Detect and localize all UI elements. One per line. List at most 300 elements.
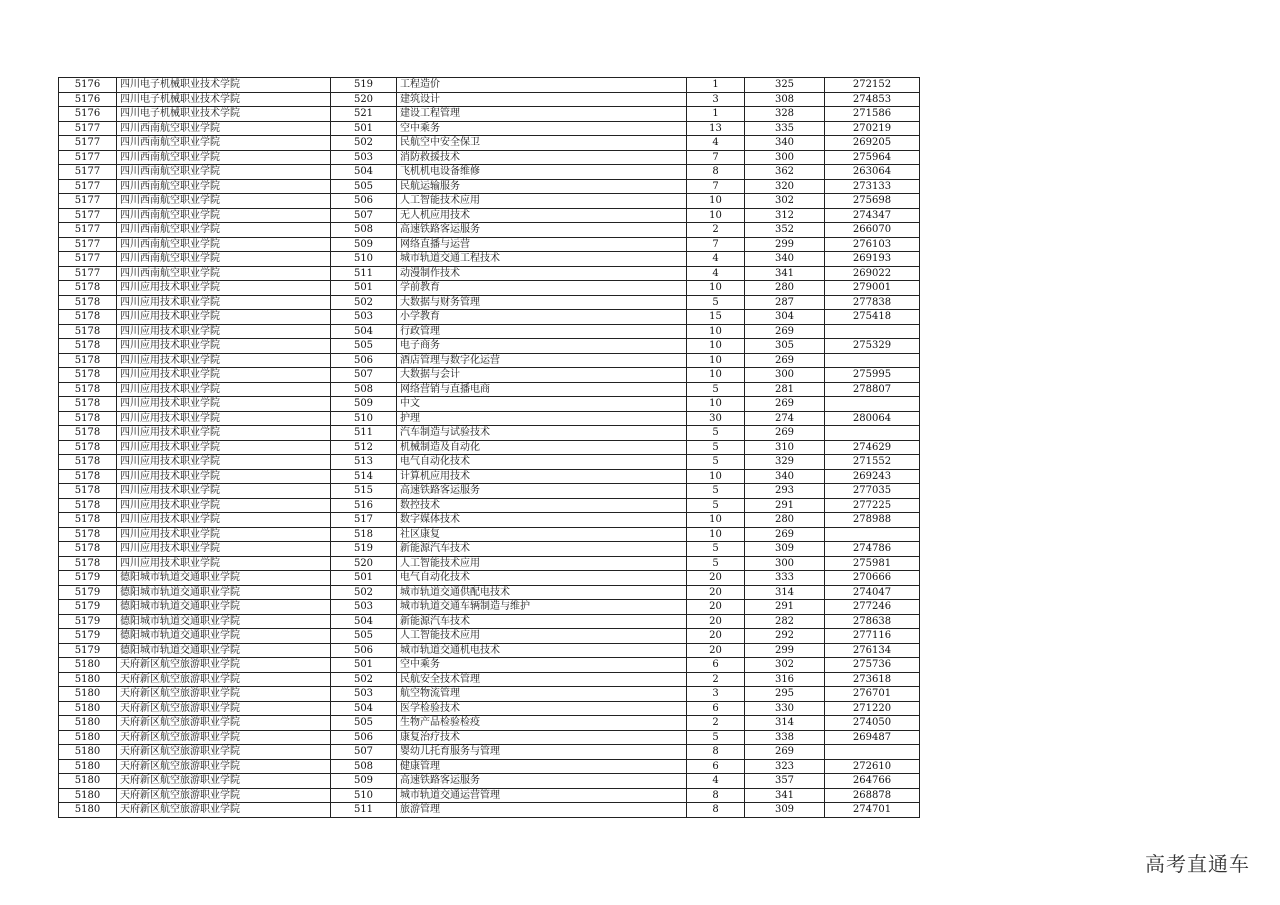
table-row (59, 237, 920, 252)
major-code-cell: 506 (331, 194, 397, 209)
school-name-cell: 四川应用技术职业学院 (117, 440, 331, 455)
school-name-cell: 天府新区航空旅游职业学院 (117, 745, 331, 760)
school-code-cell: 5180 (59, 759, 117, 774)
major-code-cell: 502 (331, 295, 397, 310)
min-rank-cell: 278988 (825, 513, 920, 528)
plan-count-cell: 20 (687, 600, 745, 615)
min-score-cell: 280 (745, 513, 825, 528)
school-name-cell: 天府新区航空旅游职业学院 (117, 803, 331, 818)
min-rank-cell: 268878 (825, 788, 920, 803)
plan-count-cell: 4 (687, 774, 745, 789)
plan-count-cell: 3 (687, 687, 745, 702)
major-name-cell: 健康管理 (397, 759, 687, 774)
major-code-cell: 513 (331, 455, 397, 470)
school-code-cell: 5177 (59, 252, 117, 267)
school-code-cell: 5180 (59, 672, 117, 687)
min-score-cell: 335 (745, 121, 825, 136)
plan-count-cell: 30 (687, 411, 745, 426)
school-code-cell: 5180 (59, 658, 117, 673)
min-score-cell: 309 (745, 803, 825, 818)
table-row (59, 600, 920, 615)
min-rank-cell: 266070 (825, 223, 920, 238)
min-score-cell: 269 (745, 426, 825, 441)
major-code-cell: 511 (331, 266, 397, 281)
min-score-cell: 293 (745, 484, 825, 499)
table-row (59, 266, 920, 281)
table-row (59, 585, 920, 600)
min-rank-cell: 269205 (825, 136, 920, 151)
major-code-cell: 510 (331, 788, 397, 803)
school-code-cell: 5178 (59, 397, 117, 412)
major-code-cell: 505 (331, 716, 397, 731)
school-code-cell: 5178 (59, 411, 117, 426)
major-code-cell: 504 (331, 324, 397, 339)
min-score-cell: 316 (745, 672, 825, 687)
min-score-cell: 325 (745, 78, 825, 93)
plan-count-cell: 4 (687, 136, 745, 151)
school-code-cell: 5177 (59, 179, 117, 194)
table-row (59, 368, 920, 383)
table-row (59, 527, 920, 542)
plan-count-cell: 5 (687, 426, 745, 441)
school-code-cell: 5177 (59, 237, 117, 252)
school-name-cell: 四川应用技术职业学院 (117, 484, 331, 499)
min-score-cell: 281 (745, 382, 825, 397)
plan-count-cell: 5 (687, 455, 745, 470)
major-name-cell: 无人机应用技术 (397, 208, 687, 223)
min-score-cell: 340 (745, 469, 825, 484)
plan-count-cell: 4 (687, 252, 745, 267)
major-name-cell: 康复治疗技术 (397, 730, 687, 745)
min-rank-cell: 264766 (825, 774, 920, 789)
major-name-cell: 人工智能技术应用 (397, 194, 687, 209)
min-score-cell: 300 (745, 556, 825, 571)
min-score-cell: 340 (745, 136, 825, 151)
school-code-cell: 5180 (59, 774, 117, 789)
table-row (59, 165, 920, 180)
table-row (59, 455, 920, 470)
major-name-cell: 民航安全技术管理 (397, 672, 687, 687)
major-name-cell: 人工智能技术应用 (397, 629, 687, 644)
table-row (59, 179, 920, 194)
plan-count-cell: 1 (687, 107, 745, 122)
plan-count-cell: 10 (687, 208, 745, 223)
plan-count-cell: 20 (687, 614, 745, 629)
major-code-cell: 503 (331, 600, 397, 615)
min-rank-cell: 274047 (825, 585, 920, 600)
min-score-cell: 291 (745, 498, 825, 513)
min-score-cell: 352 (745, 223, 825, 238)
major-code-cell: 502 (331, 672, 397, 687)
plan-count-cell: 10 (687, 281, 745, 296)
school-code-cell: 5180 (59, 687, 117, 702)
major-name-cell: 城市轨道交通机电技术 (397, 643, 687, 658)
school-code-cell: 5180 (59, 803, 117, 818)
school-name-cell: 四川应用技术职业学院 (117, 397, 331, 412)
table-row (59, 78, 920, 93)
school-code-cell: 5179 (59, 643, 117, 658)
school-name-cell: 德阳城市轨道交通职业学院 (117, 629, 331, 644)
major-name-cell: 新能源汽车技术 (397, 542, 687, 557)
table-row (59, 803, 920, 818)
min-rank-cell: 271552 (825, 455, 920, 470)
plan-count-cell: 6 (687, 701, 745, 716)
major-code-cell: 521 (331, 107, 397, 122)
major-name-cell: 网络直播与运营 (397, 237, 687, 252)
school-name-cell: 德阳城市轨道交通职业学院 (117, 571, 331, 586)
major-name-cell: 建筑设计 (397, 92, 687, 107)
min-score-cell: 292 (745, 629, 825, 644)
school-code-cell: 5178 (59, 281, 117, 296)
table-row (59, 223, 920, 238)
major-name-cell: 行政管理 (397, 324, 687, 339)
min-rank-cell: 274629 (825, 440, 920, 455)
min-rank-cell: 274786 (825, 542, 920, 557)
table-row (59, 310, 920, 325)
major-code-cell: 503 (331, 687, 397, 702)
school-name-cell: 四川西南航空职业学院 (117, 208, 331, 223)
table-row (59, 556, 920, 571)
major-code-cell: 501 (331, 121, 397, 136)
major-name-cell: 空中乘务 (397, 658, 687, 673)
table-row (59, 440, 920, 455)
min-score-cell: 310 (745, 440, 825, 455)
table-row (59, 252, 920, 267)
min-score-cell: 340 (745, 252, 825, 267)
table-row (59, 107, 920, 122)
table-row (59, 295, 920, 310)
min-rank-cell: 275329 (825, 339, 920, 354)
major-name-cell: 电气自动化技术 (397, 455, 687, 470)
table-row (59, 701, 920, 716)
school-name-cell: 天府新区航空旅游职业学院 (117, 774, 331, 789)
major-name-cell: 城市轨道交通运营管理 (397, 788, 687, 803)
major-name-cell: 数字媒体技术 (397, 513, 687, 528)
table-row (59, 643, 920, 658)
plan-count-cell: 20 (687, 585, 745, 600)
min-rank-cell: 270219 (825, 121, 920, 136)
school-name-cell: 四川西南航空职业学院 (117, 121, 331, 136)
min-rank-cell: 270666 (825, 571, 920, 586)
school-code-cell: 5177 (59, 266, 117, 281)
plan-count-cell: 10 (687, 513, 745, 528)
school-name-cell: 四川应用技术职业学院 (117, 455, 331, 470)
min-rank-cell: 277838 (825, 295, 920, 310)
table-row (59, 513, 920, 528)
plan-count-cell: 5 (687, 542, 745, 557)
min-score-cell: 299 (745, 237, 825, 252)
min-rank-cell: 276134 (825, 643, 920, 658)
major-code-cell: 509 (331, 237, 397, 252)
major-code-cell: 519 (331, 78, 397, 93)
school-name-cell: 天府新区航空旅游职业学院 (117, 658, 331, 673)
major-code-cell: 511 (331, 803, 397, 818)
major-code-cell: 514 (331, 469, 397, 484)
major-code-cell: 520 (331, 556, 397, 571)
school-code-cell: 5179 (59, 629, 117, 644)
min-rank-cell: 277225 (825, 498, 920, 513)
major-code-cell: 507 (331, 745, 397, 760)
major-name-cell: 电子商务 (397, 339, 687, 354)
plan-count-cell: 10 (687, 527, 745, 542)
school-code-cell: 5178 (59, 353, 117, 368)
min-rank-cell (825, 426, 920, 441)
major-name-cell: 工程造价 (397, 78, 687, 93)
major-name-cell: 航空物流管理 (397, 687, 687, 702)
school-code-cell: 5178 (59, 310, 117, 325)
school-name-cell: 四川西南航空职业学院 (117, 194, 331, 209)
plan-count-cell: 15 (687, 310, 745, 325)
school-code-cell: 5178 (59, 556, 117, 571)
major-name-cell: 城市轨道交通车辆制造与维护 (397, 600, 687, 615)
major-name-cell: 人工智能技术应用 (397, 556, 687, 571)
major-code-cell: 518 (331, 527, 397, 542)
min-score-cell: 314 (745, 716, 825, 731)
min-rank-cell: 274050 (825, 716, 920, 731)
major-code-cell: 501 (331, 658, 397, 673)
min-rank-cell: 272610 (825, 759, 920, 774)
major-code-cell: 505 (331, 339, 397, 354)
school-code-cell: 5179 (59, 614, 117, 629)
major-code-cell: 506 (331, 730, 397, 745)
school-name-cell: 四川电子机械职业技术学院 (117, 78, 331, 93)
major-name-cell: 城市轨道交通供配电技术 (397, 585, 687, 600)
table-row (59, 788, 920, 803)
major-code-cell: 502 (331, 585, 397, 600)
min-rank-cell: 272152 (825, 78, 920, 93)
major-name-cell: 汽车制造与试验技术 (397, 426, 687, 441)
major-code-cell: 501 (331, 281, 397, 296)
min-score-cell: 304 (745, 310, 825, 325)
major-name-cell: 民航运输服务 (397, 179, 687, 194)
school-name-cell: 天府新区航空旅游职业学院 (117, 730, 331, 745)
plan-count-cell: 10 (687, 397, 745, 412)
min-score-cell: 338 (745, 730, 825, 745)
major-name-cell: 飞机机电设备维修 (397, 165, 687, 180)
table-row (59, 687, 920, 702)
school-name-cell: 四川西南航空职业学院 (117, 252, 331, 267)
school-name-cell: 四川应用技术职业学院 (117, 310, 331, 325)
school-code-cell: 5178 (59, 455, 117, 470)
plan-count-cell: 8 (687, 788, 745, 803)
plan-count-cell: 4 (687, 266, 745, 281)
school-name-cell: 四川应用技术职业学院 (117, 527, 331, 542)
school-code-cell: 5178 (59, 542, 117, 557)
min-rank-cell: 275418 (825, 310, 920, 325)
major-name-cell: 生物产品检验检疫 (397, 716, 687, 731)
table-row (59, 121, 920, 136)
min-score-cell: 302 (745, 194, 825, 209)
min-rank-cell: 274701 (825, 803, 920, 818)
min-score-cell: 305 (745, 339, 825, 354)
major-name-cell: 新能源汽车技术 (397, 614, 687, 629)
major-name-cell: 学前教育 (397, 281, 687, 296)
school-name-cell: 四川应用技术职业学院 (117, 469, 331, 484)
school-name-cell: 德阳城市轨道交通职业学院 (117, 643, 331, 658)
min-score-cell: 274 (745, 411, 825, 426)
min-score-cell: 314 (745, 585, 825, 600)
min-score-cell: 341 (745, 266, 825, 281)
table-row (59, 150, 920, 165)
min-score-cell: 328 (745, 107, 825, 122)
min-rank-cell: 277116 (825, 629, 920, 644)
min-score-cell: 312 (745, 208, 825, 223)
school-name-cell: 天府新区航空旅游职业学院 (117, 716, 331, 731)
school-name-cell: 四川西南航空职业学院 (117, 223, 331, 238)
major-name-cell: 电气自动化技术 (397, 571, 687, 586)
major-code-cell: 505 (331, 629, 397, 644)
plan-count-cell: 5 (687, 382, 745, 397)
table-row (59, 629, 920, 644)
school-name-cell: 四川应用技术职业学院 (117, 426, 331, 441)
major-code-cell: 505 (331, 179, 397, 194)
watermark-text: 高考直通车 (1145, 852, 1250, 876)
table-row (59, 672, 920, 687)
table-row (59, 759, 920, 774)
major-code-cell: 507 (331, 208, 397, 223)
major-code-cell: 520 (331, 92, 397, 107)
school-code-cell: 5177 (59, 150, 117, 165)
school-name-cell: 四川应用技术职业学院 (117, 295, 331, 310)
school-code-cell: 5180 (59, 730, 117, 745)
min-rank-cell: 275981 (825, 556, 920, 571)
major-name-cell: 婴幼儿托育服务与管理 (397, 745, 687, 760)
table-row (59, 571, 920, 586)
major-name-cell: 大数据与会计 (397, 368, 687, 383)
plan-count-cell: 10 (687, 469, 745, 484)
major-code-cell: 516 (331, 498, 397, 513)
school-code-cell: 5176 (59, 78, 117, 93)
major-code-cell: 510 (331, 252, 397, 267)
min-rank-cell: 269022 (825, 266, 920, 281)
min-score-cell: 300 (745, 150, 825, 165)
min-rank-cell: 277035 (825, 484, 920, 499)
min-score-cell: 291 (745, 600, 825, 615)
table-row (59, 658, 920, 673)
plan-count-cell: 5 (687, 730, 745, 745)
min-score-cell: 341 (745, 788, 825, 803)
plan-count-cell: 10 (687, 194, 745, 209)
school-code-cell: 5178 (59, 339, 117, 354)
major-code-cell: 508 (331, 382, 397, 397)
min-score-cell: 362 (745, 165, 825, 180)
school-name-cell: 四川应用技术职业学院 (117, 542, 331, 557)
plan-count-cell: 8 (687, 803, 745, 818)
table-row (59, 324, 920, 339)
plan-count-cell: 2 (687, 716, 745, 731)
table-row (59, 382, 920, 397)
school-name-cell: 四川西南航空职业学院 (117, 266, 331, 281)
min-rank-cell: 269193 (825, 252, 920, 267)
major-code-cell: 506 (331, 353, 397, 368)
min-score-cell: 280 (745, 281, 825, 296)
school-code-cell: 5178 (59, 368, 117, 383)
min-rank-cell: 269487 (825, 730, 920, 745)
min-score-cell: 269 (745, 527, 825, 542)
min-score-cell: 320 (745, 179, 825, 194)
major-name-cell: 酒店管理与数字化运营 (397, 353, 687, 368)
school-name-cell: 四川应用技术职业学院 (117, 368, 331, 383)
min-rank-cell (825, 324, 920, 339)
plan-count-cell: 2 (687, 672, 745, 687)
major-code-cell: 508 (331, 759, 397, 774)
table-row (59, 397, 920, 412)
min-rank-cell (825, 745, 920, 760)
major-name-cell: 计算机应用技术 (397, 469, 687, 484)
admission-table (58, 77, 920, 818)
plan-count-cell: 1 (687, 78, 745, 93)
school-code-cell: 5180 (59, 701, 117, 716)
school-code-cell: 5179 (59, 571, 117, 586)
table-row (59, 498, 920, 513)
plan-count-cell: 10 (687, 339, 745, 354)
school-name-cell: 四川应用技术职业学院 (117, 353, 331, 368)
major-name-cell: 中文 (397, 397, 687, 412)
major-code-cell: 511 (331, 426, 397, 441)
plan-count-cell: 10 (687, 324, 745, 339)
min-rank-cell: 274347 (825, 208, 920, 223)
major-name-cell: 建设工程管理 (397, 107, 687, 122)
school-code-cell: 5178 (59, 484, 117, 499)
school-name-cell: 天府新区航空旅游职业学院 (117, 672, 331, 687)
major-code-cell: 503 (331, 150, 397, 165)
min-rank-cell: 275698 (825, 194, 920, 209)
major-code-cell: 517 (331, 513, 397, 528)
school-name-cell: 四川应用技术职业学院 (117, 382, 331, 397)
school-name-cell: 德阳城市轨道交通职业学院 (117, 585, 331, 600)
school-name-cell: 四川应用技术职业学院 (117, 411, 331, 426)
plan-count-cell: 7 (687, 237, 745, 252)
plan-count-cell: 13 (687, 121, 745, 136)
min-score-cell: 299 (745, 643, 825, 658)
school-name-cell: 四川电子机械职业技术学院 (117, 107, 331, 122)
school-name-cell: 四川西南航空职业学院 (117, 136, 331, 151)
min-rank-cell: 271586 (825, 107, 920, 122)
major-code-cell: 509 (331, 397, 397, 412)
school-code-cell: 5180 (59, 788, 117, 803)
school-name-cell: 四川西南航空职业学院 (117, 165, 331, 180)
table-row (59, 136, 920, 151)
major-name-cell: 高速铁路客运服务 (397, 774, 687, 789)
min-score-cell: 295 (745, 687, 825, 702)
min-score-cell: 357 (745, 774, 825, 789)
min-rank-cell: 280064 (825, 411, 920, 426)
plan-count-cell: 2 (687, 223, 745, 238)
plan-count-cell: 20 (687, 643, 745, 658)
school-name-cell: 天府新区航空旅游职业学院 (117, 687, 331, 702)
school-code-cell: 5180 (59, 745, 117, 760)
min-rank-cell: 278638 (825, 614, 920, 629)
min-score-cell: 300 (745, 368, 825, 383)
school-name-cell: 四川电子机械职业技术学院 (117, 92, 331, 107)
major-name-cell: 民航空中安全保卫 (397, 136, 687, 151)
min-rank-cell: 274853 (825, 92, 920, 107)
major-code-cell: 503 (331, 310, 397, 325)
school-name-cell: 德阳城市轨道交通职业学院 (117, 614, 331, 629)
school-code-cell: 5176 (59, 92, 117, 107)
min-rank-cell (825, 527, 920, 542)
table-row (59, 92, 920, 107)
major-code-cell: 509 (331, 774, 397, 789)
major-name-cell: 高速铁路客运服务 (397, 223, 687, 238)
table-row (59, 469, 920, 484)
min-score-cell: 333 (745, 571, 825, 586)
min-rank-cell: 271220 (825, 701, 920, 716)
major-code-cell: 501 (331, 571, 397, 586)
major-name-cell: 医学检验技术 (397, 701, 687, 716)
school-name-cell: 天府新区航空旅游职业学院 (117, 788, 331, 803)
school-code-cell: 5178 (59, 469, 117, 484)
